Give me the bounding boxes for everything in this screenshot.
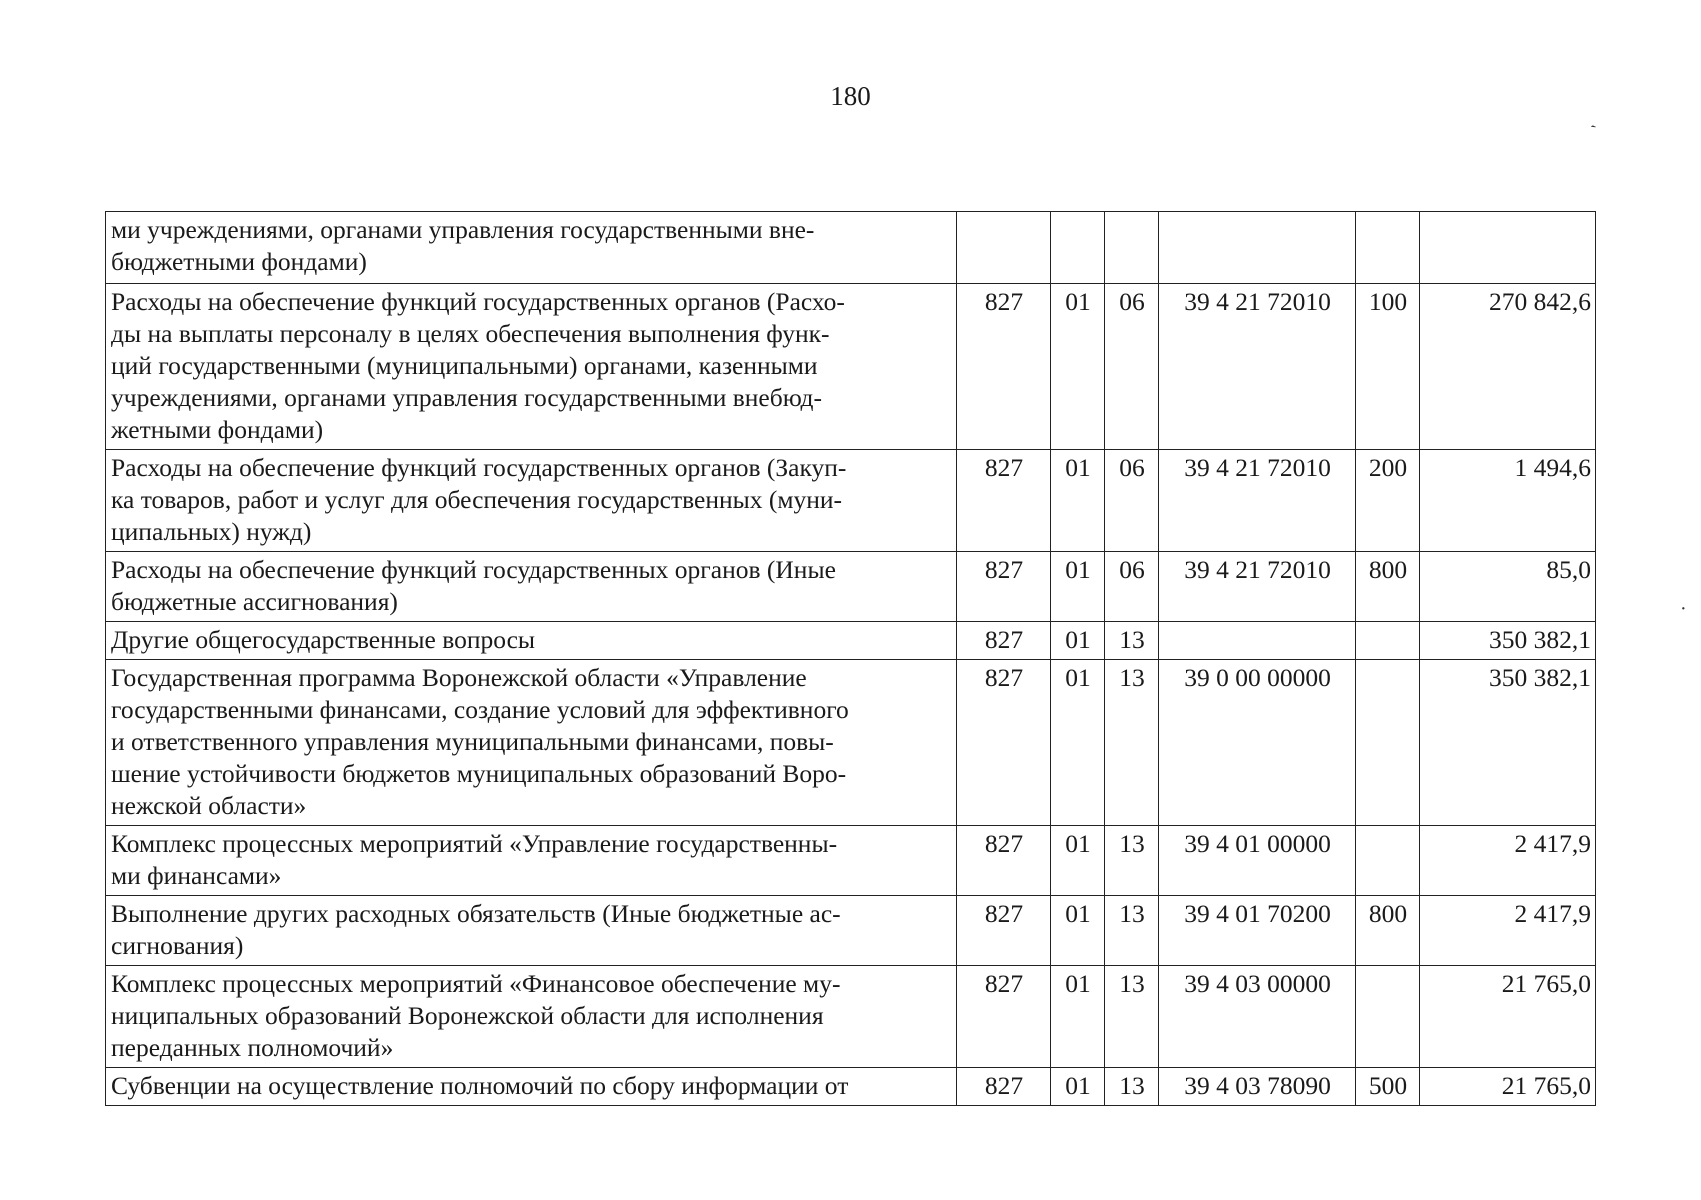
expense-name-cell: Выполнение других расходных обязательств (Иные бюджетные ас- сигнования) [106, 896, 957, 966]
section-code-cell [1051, 212, 1105, 284]
section-code-cell: 01 [1051, 826, 1105, 896]
expense-name-cell: Другие общегосударственные вопросы [106, 622, 957, 660]
grbs-code-cell: 827 [957, 896, 1051, 966]
expense-type-cell [1356, 622, 1420, 660]
table-body [106, 212, 1596, 1106]
table-row [106, 284, 1596, 450]
amount-cell: 350 382,1 [1420, 660, 1596, 826]
table-row [106, 212, 1596, 284]
expense-type-cell: 800 [1356, 896, 1420, 966]
table-row [106, 450, 1596, 552]
target-article-cell: 39 4 03 78090 [1159, 1068, 1356, 1106]
subsection-code-cell: 06 [1105, 552, 1159, 622]
scan-mark: · [1680, 598, 1687, 620]
expense-name-cell: ми учреждениями, органами управления государственными вне- бюджетными фондами) [106, 212, 957, 284]
expense-name-cell: Расходы на обеспечение функций государственных органов (Расхо- ды на выплаты персоналу в целях обеспечения выполнения функ- ций государственными (муниципальными) органами, казенными учреждениями, органами управления государственными внебюд- жетными фондами) [106, 284, 957, 450]
target-article-cell: 39 4 21 72010 [1159, 450, 1356, 552]
subsection-code-cell: 06 [1105, 450, 1159, 552]
grbs-code-cell [957, 212, 1051, 284]
expense-type-cell [1356, 660, 1420, 826]
expense-name-cell: Расходы на обеспечение функций государственных органов (Иные бюджетные ассигнования) [106, 552, 957, 622]
table-row [106, 660, 1596, 826]
expense-type-cell: 200 [1356, 450, 1420, 552]
expense-type-cell: 500 [1356, 1068, 1420, 1106]
grbs-code-cell: 827 [957, 450, 1051, 552]
target-article-cell: 39 4 01 70200 [1159, 896, 1356, 966]
grbs-code-cell: 827 [957, 826, 1051, 896]
expense-name-cell: Расходы на обеспечение функций государственных органов (Закуп- ка товаров, работ и услуг для обеспечения государственных (муни- ципальных) нужд) [106, 450, 957, 552]
subsection-code-cell: 13 [1105, 622, 1159, 660]
amount-cell: 2 417,9 [1420, 896, 1596, 966]
target-article-cell: 39 4 03 00000 [1159, 966, 1356, 1068]
expense-type-cell: 100 [1356, 284, 1420, 450]
expense-name-cell: Государственная программа Воронежской области «Управление государственными финансами, создание условий для эффективного и ответственного управления муниципальными финансами, повы- шение устойчивости бюджетов муниципальных образований Воро- нежской области» [106, 660, 957, 826]
amount-cell: 1 494,6 [1420, 450, 1596, 552]
grbs-code-cell: 827 [957, 284, 1051, 450]
section-code-cell: 01 [1051, 660, 1105, 826]
section-code-cell: 01 [1051, 284, 1105, 450]
amount-cell: 350 382,1 [1420, 622, 1596, 660]
amount-cell: 270 842,6 [1420, 284, 1596, 450]
amount-cell: 21 765,0 [1420, 966, 1596, 1068]
table-row [106, 826, 1596, 896]
expense-type-cell: 800 [1356, 552, 1420, 622]
expense-type-cell [1356, 826, 1420, 896]
target-article-cell: 39 4 01 00000 [1159, 826, 1356, 896]
grbs-code-cell: 827 [957, 1068, 1051, 1106]
section-code-cell: 01 [1051, 622, 1105, 660]
section-code-cell: 01 [1051, 896, 1105, 966]
grbs-code-cell: 827 [957, 966, 1051, 1068]
table-row [106, 552, 1596, 622]
subsection-code-cell: 13 [1105, 1068, 1159, 1106]
budget-table [105, 211, 1596, 1106]
subsection-code-cell [1105, 212, 1159, 284]
table-row [106, 622, 1596, 660]
section-code-cell: 01 [1051, 1068, 1105, 1106]
section-code-cell: 01 [1051, 450, 1105, 552]
page-number: 180 [830, 81, 871, 111]
target-article-cell: 39 4 21 72010 [1159, 552, 1356, 622]
scan-mark: ˏ [1580, 107, 1598, 131]
target-article-cell: 39 0 00 00000 [1159, 660, 1356, 826]
table-row [106, 1068, 1596, 1106]
grbs-code-cell: 827 [957, 660, 1051, 826]
amount-cell: 2 417,9 [1420, 826, 1596, 896]
expense-type-cell [1356, 966, 1420, 1068]
expense-name-cell: Комплекс процессных мероприятий «Финансовое обеспечение му- ниципальных образований Воронежской области для исполнения переданных полномочий» [106, 966, 957, 1068]
grbs-code-cell: 827 [957, 622, 1051, 660]
target-article-cell: 39 4 21 72010 [1159, 284, 1356, 450]
table-row [106, 896, 1596, 966]
subsection-code-cell: 13 [1105, 966, 1159, 1068]
expense-name-cell: Комплекс процессных мероприятий «Управление государственны- ми финансами» [106, 826, 957, 896]
subsection-code-cell: 13 [1105, 896, 1159, 966]
section-code-cell: 01 [1051, 552, 1105, 622]
expense-type-cell [1356, 212, 1420, 284]
expense-name-cell: Субвенции на осуществление полномочий по сбору информации от [106, 1068, 957, 1106]
target-article-cell [1159, 622, 1356, 660]
table-row [106, 966, 1596, 1068]
grbs-code-cell: 827 [957, 552, 1051, 622]
subsection-code-cell: 13 [1105, 826, 1159, 896]
amount-cell: 21 765,0 [1420, 1068, 1596, 1106]
section-code-cell: 01 [1051, 966, 1105, 1068]
subsection-code-cell: 06 [1105, 284, 1159, 450]
subsection-code-cell: 13 [1105, 660, 1159, 826]
amount-cell [1420, 212, 1596, 284]
amount-cell: 85,0 [1420, 552, 1596, 622]
target-article-cell [1159, 212, 1356, 284]
